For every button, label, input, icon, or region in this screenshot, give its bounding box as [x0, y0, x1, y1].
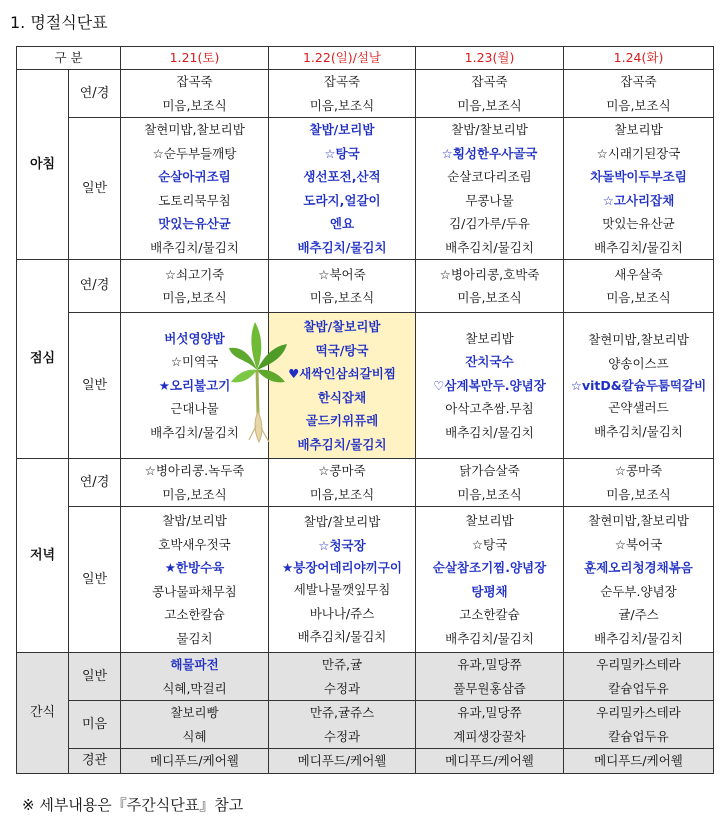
menu-cell [269, 260, 416, 313]
meal-label: 간식 [17, 653, 69, 774]
meal-label: 점심 [17, 260, 69, 459]
diet-label: 미음 [69, 701, 121, 749]
menu-item: 새우살죽 [614, 266, 663, 282]
menu-item: ☆병아리콩,호박죽 [439, 266, 540, 282]
menu-item: 순두부.양념장 [600, 583, 677, 599]
menu-cell [416, 118, 564, 260]
menu-item: 배추김치/물김치 [297, 436, 387, 452]
menu-cell [416, 653, 564, 701]
menu-cell-holiday [269, 313, 416, 459]
menu-item: 칼슘업두유 [608, 728, 669, 744]
menu-cell [564, 701, 714, 749]
menu-cell [416, 507, 564, 653]
menu-item: 미음,보조식 [162, 97, 227, 113]
menu-item: 찰밥/찰보리밥 [303, 319, 381, 334]
day-header: 1.24(화) [564, 47, 714, 70]
menu-item: 미음,보조식 [606, 486, 671, 502]
menu-item: ☆횡성한우사골국 [441, 145, 538, 161]
menu-cell [121, 749, 269, 774]
menu-item: 귤/주스 [618, 607, 659, 622]
diet-label: 연/경 [69, 260, 121, 313]
menu-item: 고소한칼슘 [459, 607, 520, 622]
menu-item: 찰보리밥 [465, 513, 514, 528]
menu-item: 잔치국수 [465, 354, 514, 370]
menu-item: 맛있는유산균 [158, 216, 231, 231]
menu-item: 미음,보조식 [606, 97, 671, 113]
menu-item: 식혜 [182, 728, 207, 744]
menu-cell [416, 701, 564, 749]
menu-item: 떡국/탕국 [315, 342, 369, 358]
snack-tube-row [17, 749, 714, 774]
menu-item: 메디푸드/케어웰 [594, 753, 683, 768]
menu-item: 찰보리빵 [170, 705, 219, 720]
snack-soft-row [17, 701, 714, 749]
menu-item: 찰현미밥,찰보리밥 [588, 513, 689, 528]
snack-general-row [17, 653, 714, 701]
menu-item: 해물파전 [170, 657, 219, 672]
menu-cell [269, 507, 416, 653]
menu-cell [416, 70, 564, 118]
header-row [17, 47, 714, 70]
menu-item: 미음,보조식 [457, 290, 522, 305]
menu-item: 유과,밀당쮸 [457, 657, 522, 672]
breakfast-soft-row [17, 70, 714, 118]
menu-item: ☆시래기된장국 [596, 145, 681, 161]
menu-cell [269, 653, 416, 701]
menu-item: ☆고사리잡채 [602, 192, 675, 208]
diet-label: 일반 [69, 653, 121, 701]
day-header: 1.23(월) [416, 47, 564, 70]
menu-cell [564, 70, 714, 118]
menu-item: ★오리불고기 [158, 377, 231, 393]
menu-item: 만쥬,귤 [321, 657, 363, 672]
menu-item: 우리밀카스테라 [596, 657, 681, 672]
menu-item: 근대나물 [170, 401, 219, 417]
menu-item: 계피생강꿀차 [453, 728, 526, 744]
diet-label: 일반 [69, 118, 121, 260]
menu-item: 미음,보조식 [309, 486, 375, 502]
menu-item: 미음,보조식 [457, 486, 522, 502]
menu-item: 메디푸드/케어웰 [297, 753, 387, 768]
footnote: ※ 세부내용은『주간식단표』참고 [22, 796, 244, 814]
diet-label: 연/경 [69, 70, 121, 118]
menu-item: 찰밥/보리밥 [309, 122, 375, 137]
meal-label: 아침 [17, 70, 69, 260]
lunch-soft-row [17, 260, 714, 313]
menu-cell [564, 260, 714, 313]
menu-item: 찰보리밥 [614, 122, 663, 137]
menu-item: 버섯영양밥 [164, 330, 225, 346]
menu-item: 수정과 [323, 680, 361, 696]
menu-item: ☆콩마죽 [318, 463, 366, 478]
menu-item: 미음,보조식 [162, 486, 227, 502]
menu-item: 찰보리밥 [465, 330, 514, 346]
meal-label: 저녁 [17, 459, 69, 653]
menu-cell [564, 459, 714, 507]
breakfast-general-row [17, 118, 714, 260]
menu-item: 미음,보조식 [457, 97, 522, 113]
menu-item: 찰현미밥,찰보리밥 [144, 122, 245, 137]
menu-item: 호박새우젓국 [158, 536, 231, 552]
menu-item: 생선포전,산적 [303, 169, 381, 184]
ginseng-sprout-icon [225, 318, 289, 446]
menu-item: ☆vitD&칼슘두툼떡갈비 [570, 378, 707, 393]
menu-cell [416, 749, 564, 774]
menu-cell [416, 459, 564, 507]
menu-item: 배추김치/물김치 [150, 239, 239, 255]
menu-item: ☆쇠고기죽 [164, 266, 225, 282]
menu-item: ☆탕국 [471, 536, 508, 552]
menu-cell [416, 313, 564, 459]
menu-item: 훈제오리청경채볶음 [584, 560, 693, 575]
menu-cell [269, 459, 416, 507]
menu-item: 곤약샐러드 [608, 400, 669, 415]
menu-item: ★한방수육 [164, 560, 225, 575]
diet-label: 경관 [69, 749, 121, 774]
menu-item: 배추김치/물김치 [594, 239, 683, 255]
diet-label: 연/경 [69, 459, 121, 507]
page-title: 1. 명절식단표 [10, 13, 108, 32]
menu-item: 메디푸드/케어웰 [445, 753, 534, 768]
menu-cell [121, 118, 269, 260]
menu-item: 골드키위퓨레 [305, 413, 379, 428]
menu-item: 미음,보조식 [606, 290, 671, 305]
menu-item: 순살참조기찜.양념장 [432, 560, 547, 575]
menu-item: 찰밥/찰보리밥 [451, 122, 528, 137]
menu-item: 순살코다리조림 [447, 169, 532, 184]
menu-item: 세발나물깻잎무침 [293, 582, 391, 598]
menu-cell [416, 260, 564, 313]
menu-item: ☆순두부들깨탕 [152, 145, 237, 161]
menu-item: ☆북어국 [614, 536, 663, 552]
menu-cell [269, 701, 416, 749]
category-header: 구 분 [17, 47, 121, 70]
menu-item: 탕평채 [471, 583, 508, 599]
menu-item: 배추김치/물김치 [594, 630, 683, 646]
menu-item: 메디푸드/케어웰 [150, 753, 239, 768]
menu-item: ☆탕국 [324, 145, 360, 161]
menu-item: 배추김치/물김치 [150, 424, 239, 440]
menu-item: 무콩나물 [465, 192, 514, 208]
day-header: 1.22(일)/설날 [269, 47, 416, 70]
diet-label: 일반 [69, 507, 121, 653]
menu-cell [564, 749, 714, 774]
menu-item: 칼슘업두유 [608, 680, 669, 696]
menu-item: 양송이스프 [608, 355, 669, 371]
menu-item: 콩나물파채무침 [152, 583, 237, 599]
menu-item: 고소한칼슘 [164, 607, 225, 622]
diet-label: 일반 [69, 313, 121, 459]
menu-cell [564, 118, 714, 260]
menu-item: ★붕장어데리야끼구이 [282, 560, 402, 576]
menu-item: 도라지,얼갈이 [303, 192, 381, 208]
menu-item: 잡곡죽 [176, 74, 213, 89]
menu-item: 엔요 [329, 216, 355, 231]
menu-item: 한식잡채 [317, 389, 367, 405]
menu-item: 미음,보조식 [309, 290, 375, 305]
menu-item: ♥새싹인삼쇠갈비찜 [288, 366, 396, 381]
menu-cell [269, 749, 416, 774]
menu-cell [269, 70, 416, 118]
menu-item: 도토리묵무침 [158, 192, 231, 208]
menu-item: 배추김치/물김치 [594, 423, 683, 439]
menu-item: 미음,보조식 [162, 290, 227, 305]
menu-item: 아삭고추쌈.무침 [445, 401, 534, 417]
menu-item: 순살아귀조림 [158, 169, 231, 184]
menu-item: 잡곡죽 [323, 74, 361, 89]
menu-item: 물김치 [176, 630, 213, 646]
menu-cell [121, 653, 269, 701]
day-header: 1.21(토) [121, 47, 269, 70]
menu-cell [121, 507, 269, 653]
menu-item: 유과,밀당쮸 [457, 705, 522, 720]
menu-item: ♡삼계복만두.양념장 [433, 377, 546, 393]
menu-item: 차돌박이두부조림 [590, 169, 687, 184]
menu-item: ☆북어죽 [318, 266, 366, 282]
meal-table [16, 46, 714, 774]
dinner-soft-row [17, 459, 714, 507]
menu-cell [121, 459, 269, 507]
menu-item: 배추김치/물김치 [297, 239, 387, 255]
menu-item: 배추김치/물김치 [297, 629, 387, 645]
menu-cell [564, 313, 714, 459]
menu-cell [121, 701, 269, 749]
menu-cell [121, 70, 269, 118]
menu-item: 풀무원홍삼즙 [453, 680, 526, 696]
menu-item: 식혜,막걸리 [162, 680, 227, 696]
lunch-general-row [17, 313, 714, 459]
menu-item: 배추김치/물김치 [445, 630, 534, 646]
menu-item: 미음,보조식 [309, 97, 375, 113]
menu-cell [564, 653, 714, 701]
menu-item: ☆콩마죽 [614, 463, 663, 478]
menu-item: 바나나/쥬스 [309, 605, 375, 621]
menu-item: ☆청국장 [318, 537, 366, 553]
menu-cell [564, 507, 714, 653]
dinner-general-row [17, 507, 714, 653]
menu-item: 수정과 [323, 728, 361, 744]
menu-item: 배추김치/물김치 [445, 239, 534, 255]
menu-item: 닭가슴살죽 [459, 463, 520, 478]
menu-item: 배추김치/물김치 [445, 424, 534, 440]
menu-cell [121, 260, 269, 313]
menu-item: 잡곡죽 [620, 74, 657, 89]
menu-item: 잡곡죽 [471, 74, 508, 89]
menu-item: ☆미역국 [170, 354, 219, 370]
menu-item: 찰밥/보리밥 [162, 513, 227, 528]
menu-item: 만쥬,귤쥬스 [309, 705, 375, 720]
menu-cell [269, 118, 416, 260]
menu-item: 찰현미밥,찰보리밥 [588, 332, 689, 347]
menu-item: 맛있는유산균 [602, 216, 675, 231]
menu-item: 찰밥/찰보리밥 [303, 514, 381, 530]
menu-item: 김/김가루/두유 [449, 216, 530, 231]
menu-item: ☆병아리콩.녹두죽 [144, 463, 245, 478]
menu-item: 우리밀카스테라 [596, 705, 681, 720]
